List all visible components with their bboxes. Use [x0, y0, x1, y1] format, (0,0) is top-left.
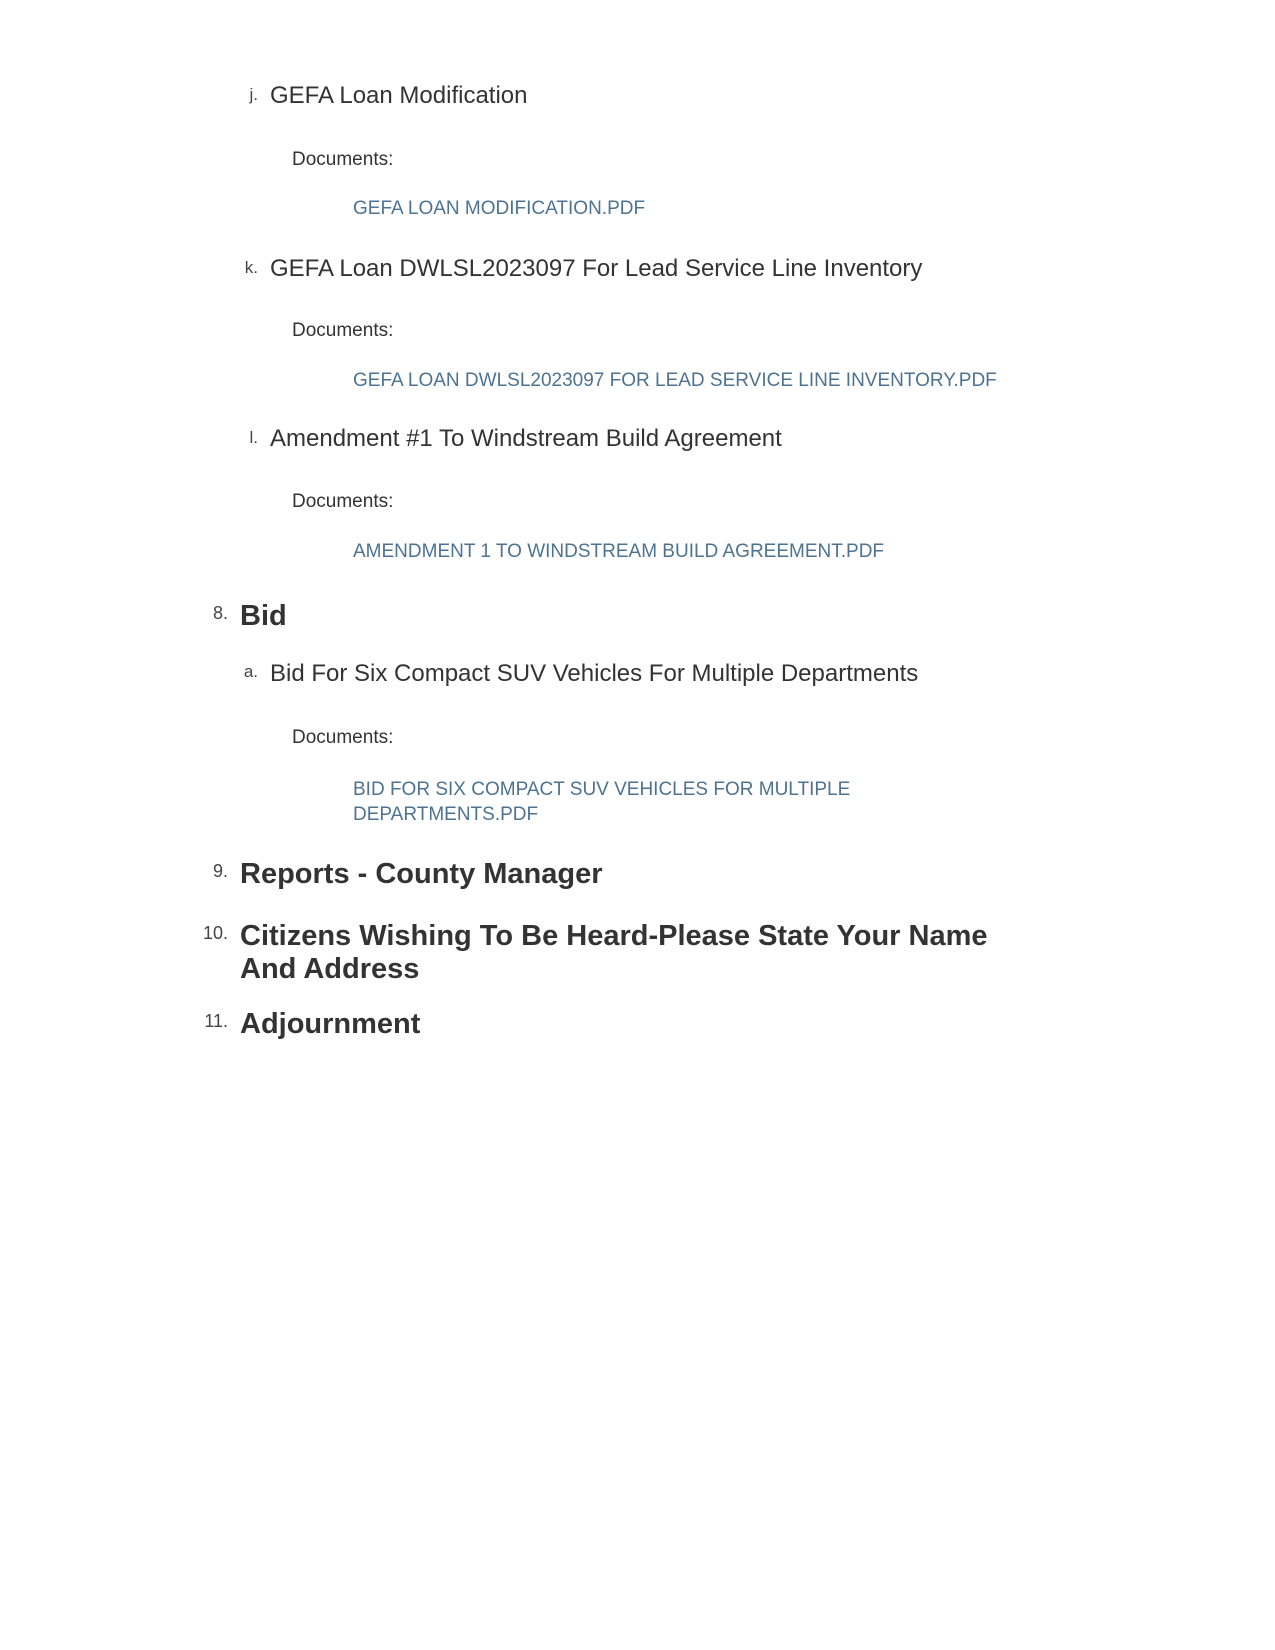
subitem-title: Bid For Six Compact SUV Vehicles For Multiple Departments	[270, 660, 919, 687]
documents-label: Documents:	[292, 320, 394, 341]
documents-label: Documents:	[292, 727, 394, 748]
document-link[interactable]: GEFA LOAN MODIFICATION.PDF	[353, 198, 646, 219]
subitem-marker: k.	[244, 258, 258, 277]
section-number: 10.	[202, 923, 228, 943]
subitem-marker: j.	[249, 85, 258, 104]
subitem-marker: l.	[249, 428, 258, 447]
document-link[interactable]: GEFA LOAN DWLSL2023097 FOR LEAD SERVICE LINE INVENTORY.PDF	[353, 370, 997, 391]
section-number: 11.	[204, 1011, 228, 1031]
subitem-title: GEFA Loan Modification	[270, 82, 528, 109]
section-number: 8.	[212, 603, 228, 623]
section-title	[240, 920, 988, 986]
document-link-line1: BID FOR SIX COMPACT SUV VEHICLES FOR MULTIPLE	[353, 779, 851, 800]
section-title-line2: And Address	[240, 953, 420, 985]
section-title: Reports - County Manager	[240, 858, 603, 890]
subitem-title: GEFA Loan DWLSL2023097 For Lead Service Line Inventory	[270, 255, 923, 282]
document-link-line2: DEPARTMENTS.PDF	[353, 804, 539, 825]
document-link[interactable]	[353, 777, 850, 827]
section-number: 9.	[212, 861, 228, 881]
documents-label: Documents:	[292, 491, 394, 512]
subitem-title: Amendment #1 To Windstream Build Agreement	[270, 425, 782, 452]
subitem-marker: a.	[243, 662, 258, 681]
section-title: Adjournment	[240, 1008, 421, 1040]
section-title-line1: Citizens Wishing To Be Heard-Please State Your Name	[240, 920, 988, 952]
section-title: Bid	[240, 600, 287, 632]
document-link[interactable]: AMENDMENT 1 TO WINDSTREAM BUILD AGREEMENT.PDF	[353, 541, 885, 562]
documents-label: Documents:	[292, 149, 394, 170]
